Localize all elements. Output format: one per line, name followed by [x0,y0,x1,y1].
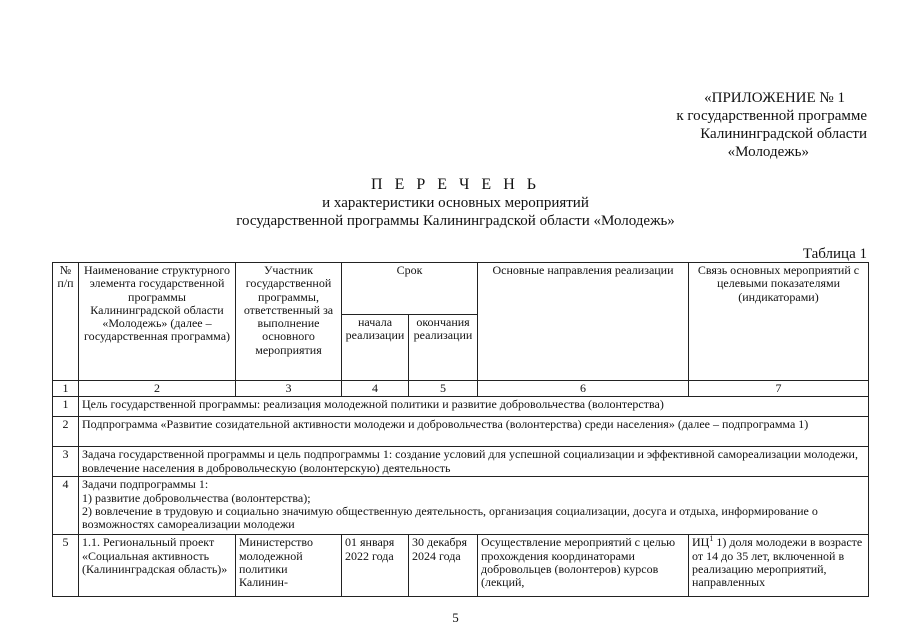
header-cell-name: Наименование структурного элемента государственной программы Калининградской области «Молодежь» (далее – государственная программа) [79,263,236,381]
measure-end: 30 декабря 2024 года [409,535,478,597]
header-cell-participant: Участник государственной программы, ответственный за выполнение основного мероприятия [236,263,342,381]
table-label: Таблица 1 [802,246,867,262]
appendix-note [607,89,867,161]
column-number: 7 [689,381,869,397]
measure-indicators [689,535,869,597]
column-number-row [53,381,869,397]
column-number: 3 [236,381,342,397]
column-number: 1 [53,381,79,397]
header-cell-term: Срок [342,263,478,315]
row-text: Задача государственной программы и цель подпрограммы 1: создание условий для успешной социализации и эффективной самореализации молодежи, вовлечение населения в добровольческую (волонтерскую) деятельность [79,447,869,477]
row-text: Подпрограмма «Развитие созидательной активности молодежи и добровольчества (волонтерства) среди населения» (далее – подпрограмма 1) [79,417,869,447]
header-cell-start: начала реализации [342,315,409,381]
measure-directions: Осуществление мероприятий с целью прохождения координаторами добровольцев (волонтеров) курсов (лекций, [478,535,689,597]
row-text-line: 1) развитие добровольчества (волонтерства); [82,490,311,505]
document-subtitle-1: и характеристики основных мероприятий [322,195,589,211]
document-title: П Е Р Е Ч Е Н Ь [371,176,540,193]
appendix-line-2: к государственной программе [676,108,867,124]
row-text-line: Задачи подпрограммы 1: [82,477,209,492]
row-number: 4 [53,477,79,535]
column-number: 5 [409,381,478,397]
document-subtitle-2: государственной программы Калининградской области «Молодежь» [236,213,675,229]
page-number: 5 [452,610,459,625]
appendix-line-4: «Молодежь» [727,144,809,160]
document-heading [0,176,911,230]
row-text [79,477,869,535]
header-cell-indicators: Связь основных мероприятий с целевыми показателями (индикаторами) [689,263,869,381]
appendix-line-1: «ПРИЛОЖЕНИЕ № 1 [704,90,845,106]
row-number: 5 [53,535,79,597]
column-number: 6 [478,381,689,397]
table-row [53,397,869,417]
measure-name: 1.1. Региональный проект «Социальная активность (Калининградская область)» [79,535,236,597]
indicator-prefix: ИЦ [692,535,710,550]
measure-participant: Министерство молодежной политики Калинин- [236,535,342,597]
table-row [53,417,869,447]
measures-table [52,262,869,597]
indicator-text: 1) доля молодежи в возрасте от 14 до 35 лет, включенной в реализацию мероприятий, направленных [692,535,863,590]
row-number: 3 [53,447,79,477]
column-number: 2 [79,381,236,397]
header-cell-end: окончания реализации [409,315,478,381]
measure-start: 01 января 2022 года [342,535,409,597]
column-number: 4 [342,381,409,397]
table-row [53,535,869,597]
header-row [53,263,869,315]
row-text: Цель государственной программы: реализация молодежной политики и развитие добровольчества (волонтерства) [79,397,869,417]
table-row [53,447,869,477]
header-cell-directions: Основные направления реализации [478,263,689,381]
row-text-line: 2) вовлечение в трудовую и социально значимую общественную деятельность, организация социализации, досуга и отдыха, информирование о возможностях самореализации молодежи [82,503,818,532]
row-number: 1 [53,397,79,417]
table-row [53,477,869,535]
row-number: 2 [53,417,79,447]
appendix-line-3: Калининградской области [700,126,867,142]
indicator-footnote-mark: 1 [709,534,714,544]
header-cell-num: № п/п [53,263,79,381]
